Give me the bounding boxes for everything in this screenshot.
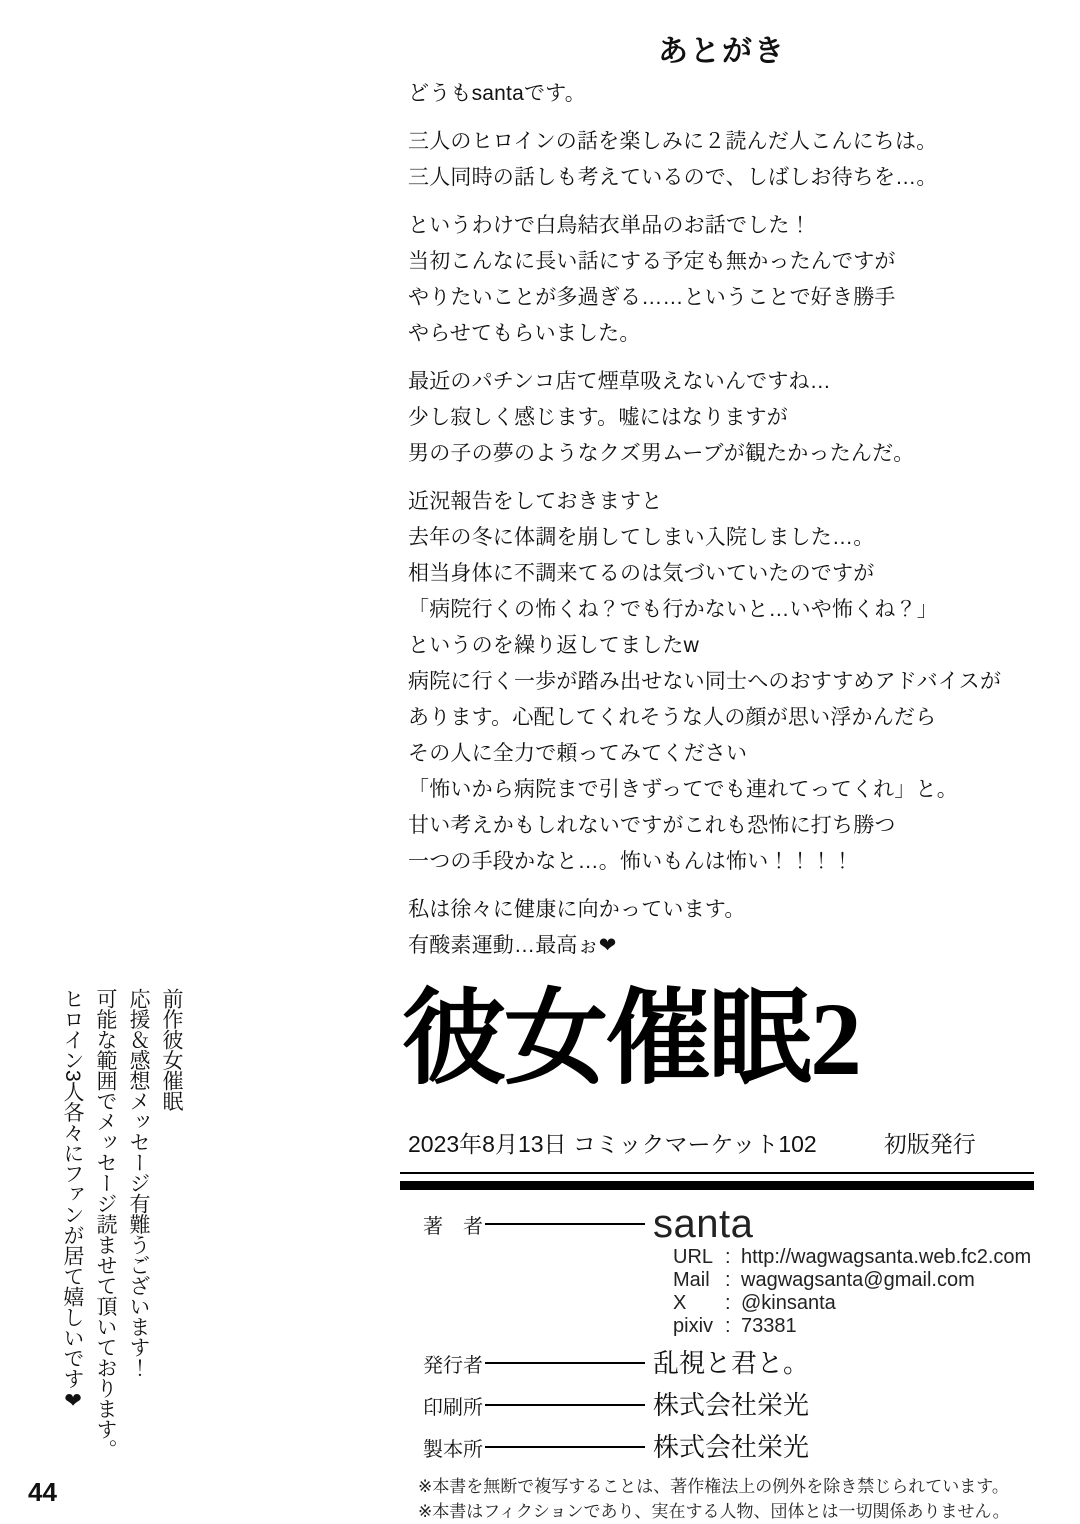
contact-list <box>673 1246 1034 1338</box>
author-divider-line <box>485 1223 645 1225</box>
contact-label: pixiv <box>673 1315 714 1338</box>
contact-separator: : <box>725 1269 731 1292</box>
side-note-column: 応援＆感想メッセージ有難うございます！ <box>127 988 150 1378</box>
afterword-heading: あとがき <box>658 35 786 68</box>
divider-thick-rule <box>400 1181 1034 1190</box>
afterword-paragraph: どうもsantaです。 <box>408 82 586 105</box>
contact-label: URL <box>673 1246 714 1269</box>
contact-label: X <box>673 1292 687 1315</box>
contact-row <box>673 1246 1034 1269</box>
side-note-column: 可能な範囲でメッセージ読ませて頂いております。 <box>94 988 117 1460</box>
afterword-paragraph: 最近のパチンコ店て煙草吸えないんですね… 少し寂しく感じます。嘘にはなりますが 男の子の夢のようなクズ男ムーブが観たかったんだ。 <box>408 370 915 465</box>
page-number: 44 <box>28 1477 57 1507</box>
contact-row <box>673 1269 1034 1292</box>
contact-value: http://wagwagsanta.web.fc2.com <box>741 1246 1032 1269</box>
publisher-label: 印刷所 <box>423 1396 483 1419</box>
side-note-column: ヒロイン3人各々にファンが居て嬉しいです❤ <box>61 988 84 1413</box>
publisher-row <box>400 1426 1034 1468</box>
side-note-vertical-text <box>56 988 188 1488</box>
publisher-row <box>400 1384 1034 1426</box>
publisher-row <box>400 1342 1034 1384</box>
disclaimer-notes <box>418 1474 1034 1524</box>
publisher-divider-line <box>485 1446 645 1448</box>
publisher-divider-line <box>485 1362 645 1364</box>
afterword-section <box>408 26 1036 976</box>
contact-value: @kinsanta <box>741 1292 836 1315</box>
author-name: santa <box>653 1202 754 1247</box>
divider-thin-rule <box>400 1172 1034 1174</box>
disclaimer-line: ※本書を無断で複写することは、著作権法上の例外を除き禁じられています。 <box>418 1477 1009 1497</box>
afterword-paragraph: というわけで白鳥結衣単品のお話でした！ 当初こんなに長い話にする予定も無かったんですが やりたいことが多過ぎる……ということで好き勝手 やらせてもらいました。 <box>408 214 896 345</box>
contact-row <box>673 1315 1034 1338</box>
contact-value: 73381 <box>741 1315 797 1338</box>
edition-label: 初版発行 <box>883 1131 976 1158</box>
contact-row <box>673 1292 1034 1315</box>
author-label: 著 者 <box>423 1215 483 1238</box>
publisher-divider-line <box>485 1404 645 1406</box>
contact-label: Mail <box>673 1269 710 1292</box>
afterword-body <box>408 76 1036 964</box>
colophon-section <box>400 982 1034 1524</box>
publisher-value: 株式会社栄光 <box>653 1432 810 1463</box>
afterword-paragraph: 私は徐々に健康に向かっています。 有酸素運動…最高ぉ❤ <box>408 898 746 957</box>
contact-value: wagwagsanta@gmail.com <box>741 1269 975 1292</box>
publication-date: 2023年8月13日 コミックマーケット102 <box>408 1131 817 1158</box>
publication-date-row <box>408 1130 1034 1160</box>
contact-separator: : <box>725 1292 731 1315</box>
disclaimer-line: ※本書はフィクションであり、実在する人物、団体とは一切関係ありません。 <box>418 1502 1010 1522</box>
publisher-rows <box>400 1342 1034 1468</box>
side-note-column: 前作彼女催眠 <box>160 988 183 1111</box>
publisher-value: 乱視と君と。 <box>653 1348 810 1379</box>
book-title: 彼女催眠2 <box>402 982 861 1097</box>
author-row <box>400 1202 1034 1247</box>
afterword-paragraph: 三人のヒロインの話を楽しみに２読んだ人こんにちは。 三人同時の話しも考えているので、しばしお待ちを…。 <box>408 130 938 189</box>
contact-separator: : <box>725 1246 731 1269</box>
publisher-label: 発行者 <box>423 1354 483 1377</box>
contact-separator: : <box>725 1315 731 1338</box>
afterword-paragraph: 近況報告をしておきますと 去年の冬に体調を崩してしまい入院しました…。 相当身体に不調来てるのは気づいていたのですが 「病院行くの怖くね？でも行かないと…いや怖くね？」 というのを繰り返してましたw 病院に行く一歩が踏み出せない同士へのおすすめアドバイスが あります。心配してくれそうな人の顔が思い浮かんだら その人に全力で頼ってみてください 「怖いから病院まで引きずってでも連れてってくれ」と。 甘い考えかもしれないですがこれも恐怖に打ち勝つ 一つの手段かなと…。怖いもんは怖い！！！！ <box>408 490 1002 873</box>
publisher-value: 株式会社栄光 <box>653 1390 810 1421</box>
publisher-label: 製本所 <box>423 1438 483 1461</box>
